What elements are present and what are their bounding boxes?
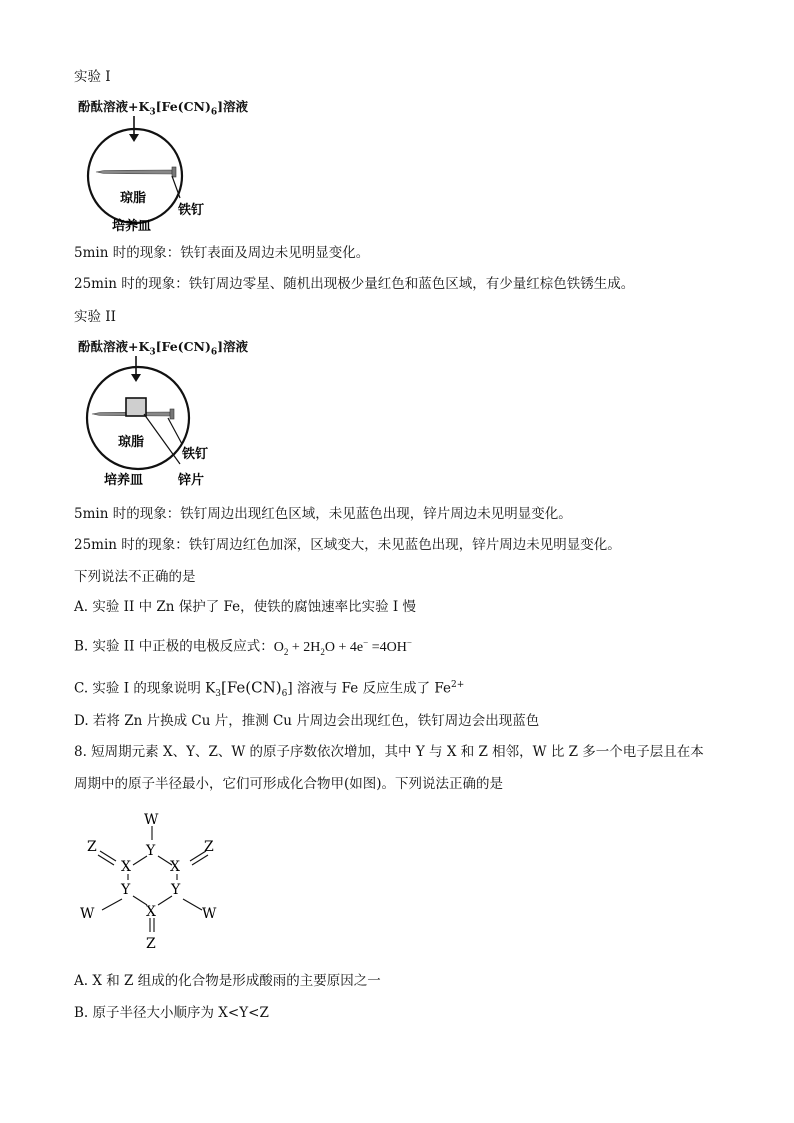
atom-y-right: Y: [171, 882, 181, 898]
atom-x-bottom: X: [146, 904, 156, 920]
exp2-zinc-plate: [126, 398, 146, 416]
atom-w-left: W: [80, 906, 95, 922]
atom-x-right: X: [170, 859, 180, 875]
q8-option-b: B. 原子半径大小顺序为 X<Y<Z: [74, 1005, 269, 1021]
exp2-nail-pointer: [168, 418, 182, 444]
q7-option-c: C. 实验 I 的现象说明 $K_3[Fe(CN)_6]$ 溶液与 Fe 反应生成了 $Fe^{2+}$: [74, 678, 465, 700]
exp1-obs25: 25min 时的现象：铁钉周边零星、随机出现极少量红色和蓝色区域，有少量红棕色铁锈生成。: [74, 276, 635, 292]
exp2-nail-label: 铁钉: [182, 447, 209, 462]
exp2-title: 实验 II: [74, 309, 116, 325]
q8-structure-diagram: [78, 808, 228, 956]
exp2-reagent-label: 酚酞溶液$+K_3[Fe(CN)_6]$溶液: [78, 339, 249, 358]
exp1-nail-icon: [96, 167, 176, 177]
q7-option-b: B. 实验 II 中正极的电极反应式：$O_2 + 2H_2O + 4e^- =4OH^-$: [74, 637, 412, 657]
exp1-nail-pointer: [172, 176, 180, 198]
exp1-nail-label: 铁钉: [178, 203, 205, 218]
exp1-title: 实验 I: [74, 69, 111, 85]
exp2-agar-label: 琼脂: [118, 435, 145, 450]
exp2-diagram: [78, 354, 228, 490]
atom-y-top: Y: [146, 843, 156, 859]
exp2-obs25: 25min 时的现象：铁钉周边红色加深，区域变大，未见蓝色出现，锌片周边未见明显变化。: [74, 537, 621, 553]
atom-w-right: W: [202, 906, 217, 922]
atom-x-left: X: [121, 859, 131, 875]
atom-y-left: Y: [121, 882, 131, 898]
atom-z-left: Z: [87, 839, 97, 855]
exp2-arrowhead: [131, 374, 141, 382]
exp2-zinc-pointer: [144, 414, 180, 464]
exp1-agar-label: 琼脂: [120, 191, 147, 206]
exp1-arrowhead: [129, 134, 139, 142]
q8-stem-line2: 周期中的原子半径最小，它们可形成化合物甲(如图)。下列说法正确的是: [74, 776, 504, 792]
atom-z-right: Z: [204, 839, 214, 855]
q7-option-d: D. 若将 Zn 片换成 Cu 片，推测 Cu 片周边会出现红色，铁钉周边会出现蓝色: [74, 713, 540, 729]
exp2-dish-label: 培养皿: [104, 473, 144, 488]
exp1-dish-label: 培养皿: [112, 219, 152, 234]
q8-stem-line1: 8. 短周期元素 X、Y、Z、W 的原子序数依次增加，其中 Y 与 X 和 Z 相邻，W 比 Z 多一个电子层且在本: [74, 744, 704, 760]
q7-option-a: A. 实验 II 中 Zn 保护了 Fe，使铁的腐蚀速率比实验 I 慢: [74, 599, 417, 615]
atom-z-bottom: Z: [146, 936, 156, 952]
atom-w-top: W: [144, 812, 159, 828]
exp1-diagram: [80, 114, 230, 238]
exp2-zinc-label: 锌片: [178, 473, 205, 488]
exp1-petri-dish: [88, 129, 182, 223]
q8-option-a: A. X 和 Z 组成的化合物是形成酸雨的主要原因之一: [74, 973, 381, 989]
exp1-reagent-label: 酚酞溶液$+K_3[Fe(CN)_6]$溶液: [78, 99, 249, 118]
exp2-obs5: 5min 时的现象：铁钉周边出现红色区域，未见蓝色出现，锌片周边未见明显变化。: [74, 506, 572, 522]
exp1-obs5: 5min 时的现象：铁钉表面及周边未见明显变化。: [74, 245, 370, 261]
q7-stem: 下列说法不正确的是: [74, 569, 196, 585]
